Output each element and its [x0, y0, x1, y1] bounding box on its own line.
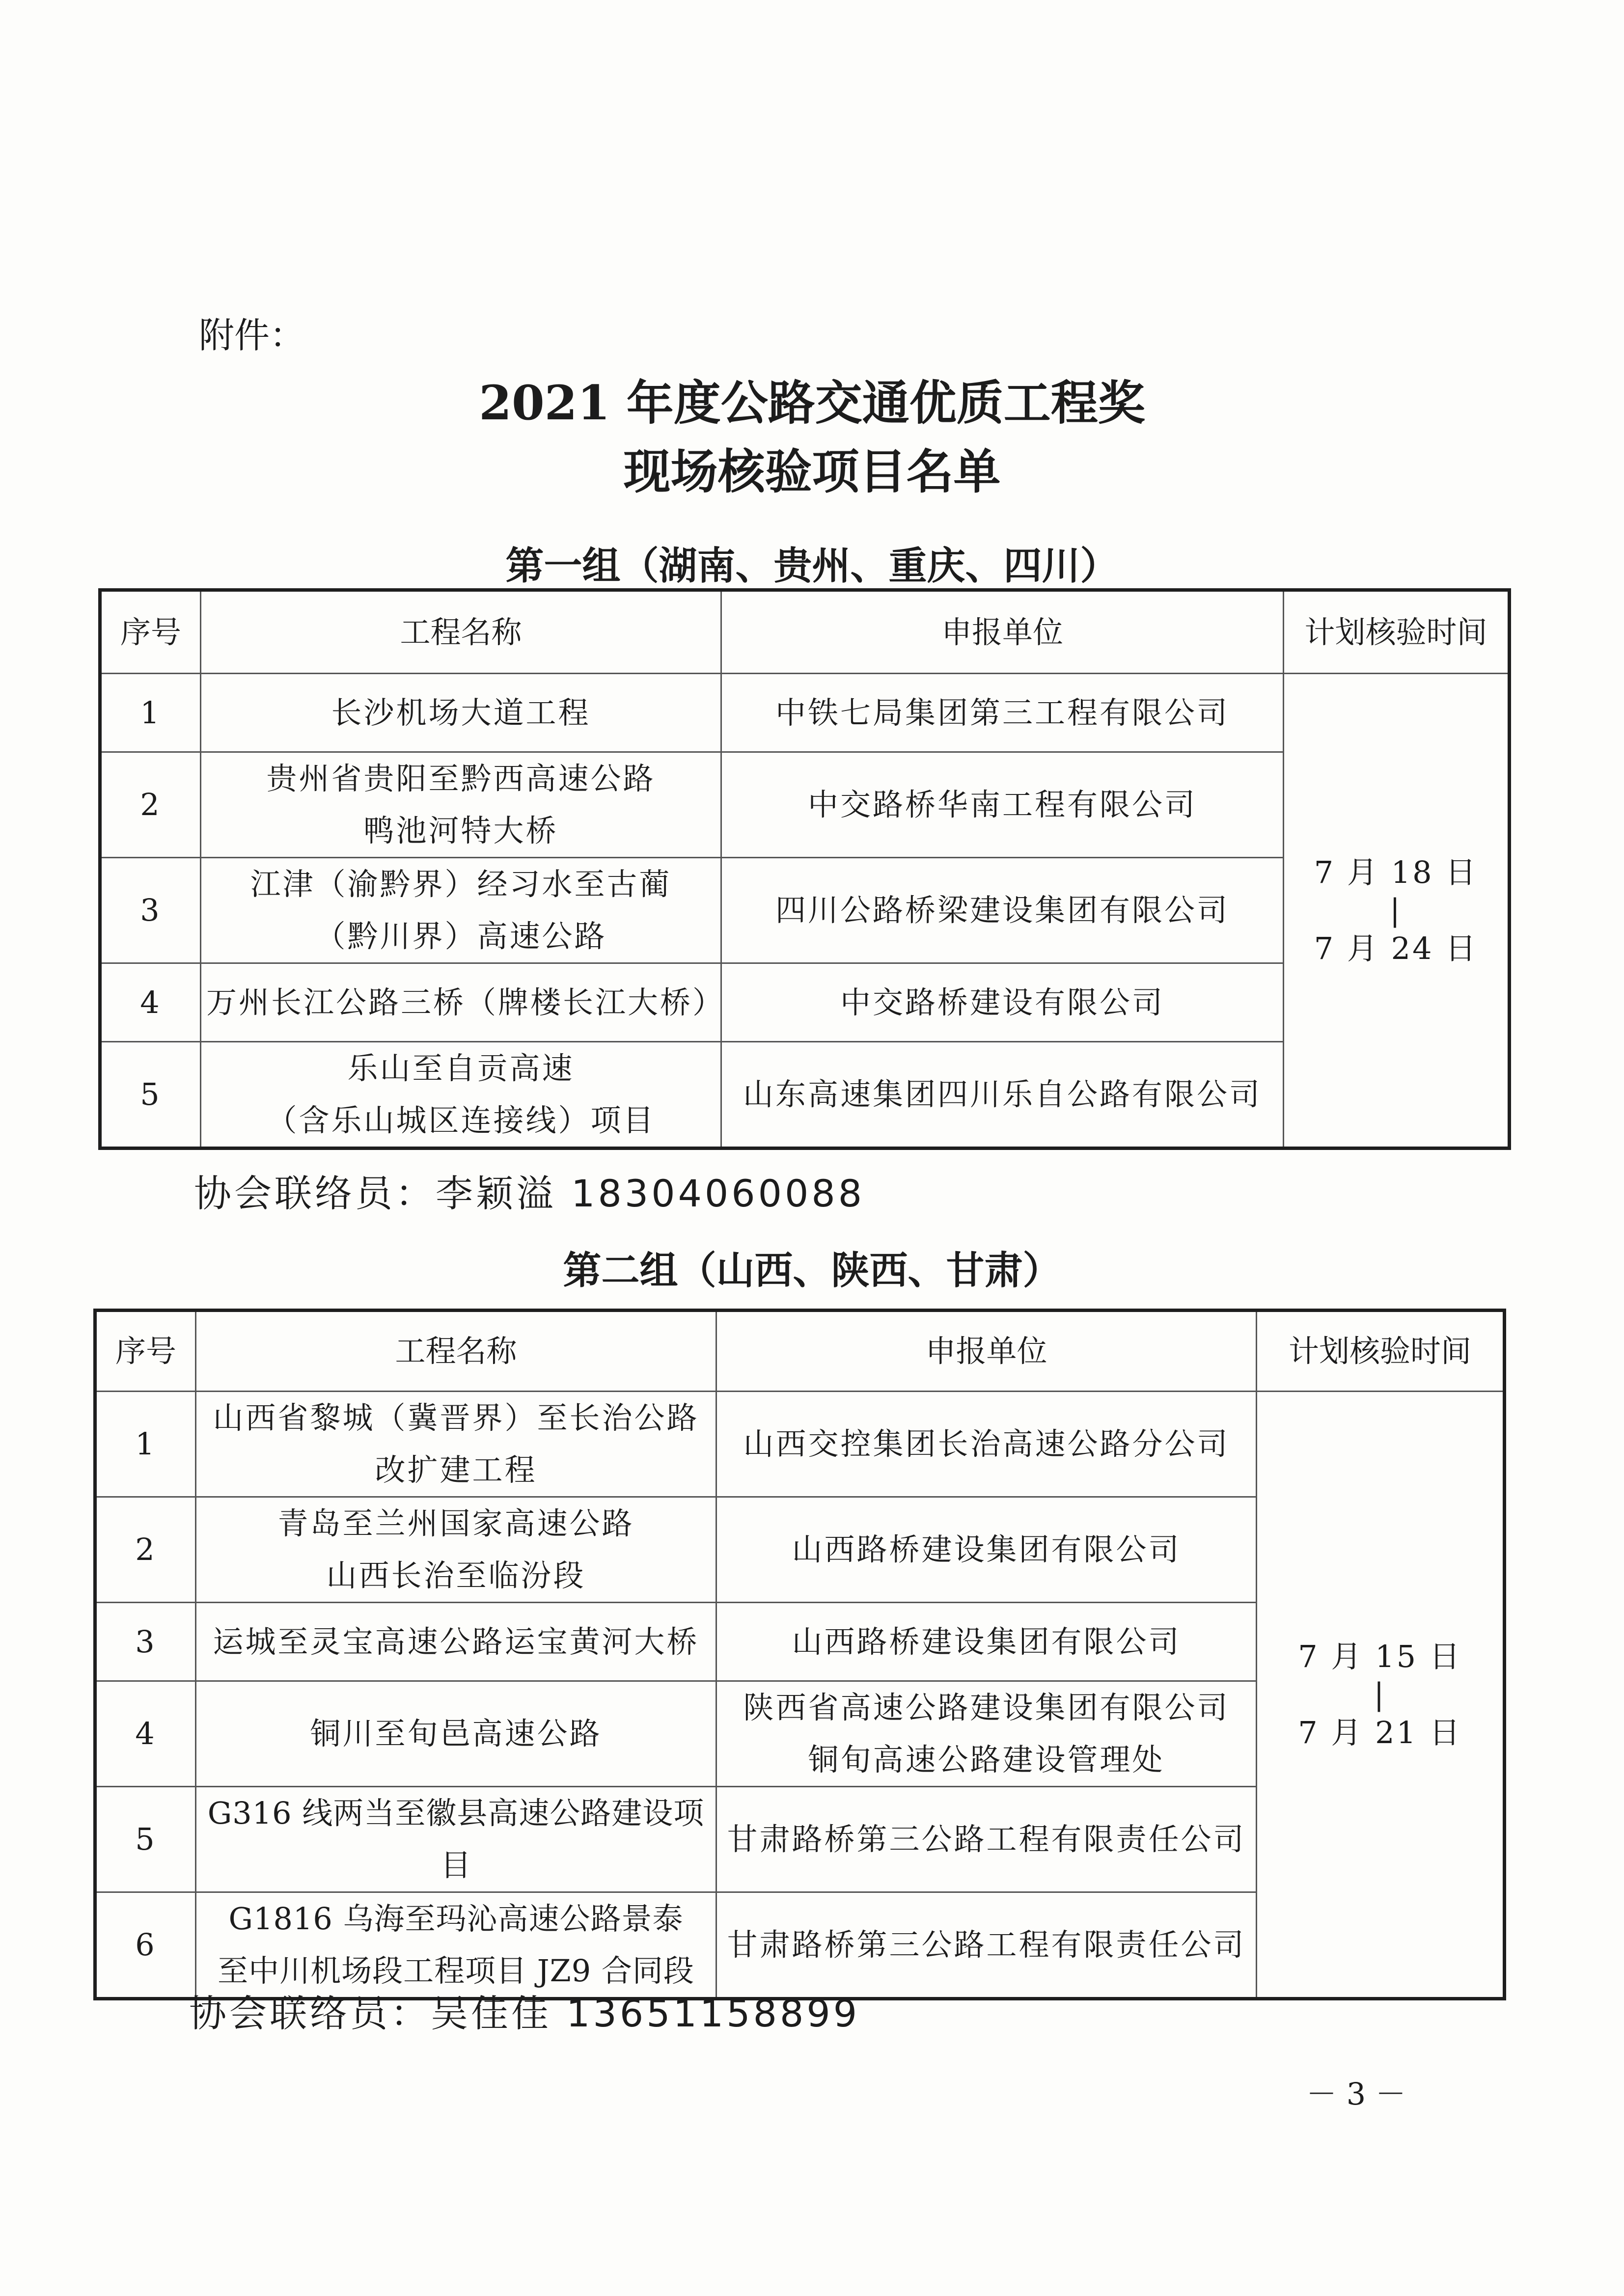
unit-line: 山西路桥建设集团有限公司	[792, 1531, 1181, 1567]
name-line: G1816 乌海至玛沁高速公路景泰	[228, 1901, 684, 1937]
table-row	[95, 1392, 1505, 1497]
row-project-name	[196, 1603, 716, 1681]
unit-line: 山西路桥建设集团有限公司	[792, 1623, 1181, 1660]
time-start: 7 月 18 日	[1314, 854, 1478, 890]
name-line: 长沙机场大道工程	[331, 694, 591, 731]
row-no: 5	[100, 1042, 201, 1148]
row-no: 1	[95, 1392, 196, 1497]
name-line: 万州长江公路三桥（牌楼长江大桥）	[206, 984, 725, 1020]
header-time: 计划核验时间	[1257, 1311, 1505, 1392]
unit-line: 铜旬高速公路建设管理处	[808, 1742, 1165, 1777]
row-unit	[716, 1497, 1257, 1603]
row-unit	[716, 1392, 1257, 1497]
header-no: 序号	[95, 1311, 196, 1392]
row-unit	[716, 1681, 1257, 1787]
page-number: － 3 －	[1306, 2076, 1406, 2112]
row-project-name	[196, 1681, 716, 1787]
time-start: 7 月 15 日	[1298, 1639, 1462, 1674]
table-header-row	[95, 1311, 1505, 1392]
row-project-name	[201, 674, 721, 752]
unit-line: 甘肃路桥第三公路工程有限责任公司	[727, 1821, 1246, 1857]
row-unit	[721, 752, 1284, 858]
time-separator: |	[1390, 892, 1402, 928]
row-unit	[721, 963, 1284, 1042]
time-end: 7 月 21 日	[1298, 1715, 1462, 1750]
name-line: 山西省黎城（冀晋界）至长治公路	[213, 1400, 699, 1436]
unit-line: 甘肃路桥第三公路工程有限责任公司	[727, 1927, 1246, 1963]
header-time: 计划核验时间	[1284, 590, 1510, 674]
name-line: 改扩建工程	[375, 1452, 537, 1488]
header-no: 序号	[100, 590, 201, 674]
row-unit	[721, 674, 1284, 752]
row-no: 5	[95, 1787, 196, 1892]
name-line: 青岛至兰州国家高速公路	[277, 1505, 634, 1541]
row-no: 6	[95, 1892, 196, 1999]
name-line: 贵州省贵阳至黔西高速公路	[266, 761, 656, 796]
unit-line: 中交路桥建设有限公司	[840, 984, 1164, 1020]
row-unit	[721, 858, 1284, 963]
header-project-name: 工程名称	[196, 1311, 716, 1392]
name-line: G316 线两当至徽县高速公路建设项目	[207, 1795, 705, 1883]
document-title-line2: 现场核验项目名单	[623, 444, 1001, 499]
group1-contact: 协会联络员：李颖溢 18304060088	[194, 1172, 865, 1215]
group1-title: 第一组（湖南、贵州、重庆、四川）	[505, 544, 1119, 588]
group2-contact: 协会联络员：吴佳佳 13651158899	[189, 1992, 860, 2035]
row-project-name	[196, 1787, 716, 1892]
row-unit	[716, 1603, 1257, 1681]
unit-line: 山西交控集团长治高速公路分公司	[743, 1426, 1230, 1462]
unit-line: 山东高速集团四川乐自公路有限公司	[743, 1076, 1262, 1112]
attachment-label: 附件：	[199, 315, 305, 356]
header-unit: 申报单位	[716, 1311, 1257, 1392]
name-line: 鸭池河特大桥	[363, 813, 558, 848]
row-unit	[721, 1042, 1284, 1148]
time-end: 7 月 24 日	[1314, 930, 1478, 966]
row-no: 1	[100, 674, 201, 752]
unit-line: 陕西省高速公路建设集团有限公司	[743, 1690, 1230, 1725]
row-project-name	[201, 752, 721, 858]
row-project-name	[201, 1042, 721, 1148]
unit-line: 四川公路桥梁建设集团有限公司	[775, 892, 1229, 928]
name-line: 铜川至旬邑高速公路	[310, 1716, 602, 1751]
planned-time	[1284, 674, 1510, 1148]
row-project-name	[196, 1497, 716, 1603]
row-no: 4	[95, 1681, 196, 1787]
name-line: 运城至灵宝高速公路运宝黄河大桥	[213, 1623, 699, 1660]
name-line: （黔川界）高速公路	[315, 918, 607, 954]
row-unit	[716, 1787, 1257, 1892]
group1-table	[98, 588, 1511, 1150]
name-line: 山西长治至临汾段	[326, 1558, 586, 1593]
document-title-line1: 2021 年度公路交通优质工程奖	[479, 375, 1145, 431]
time-separator: |	[1374, 1676, 1386, 1712]
name-line: 江津（渝黔界）经习水至古蔺	[250, 866, 672, 902]
row-project-name	[196, 1892, 716, 1999]
row-unit	[716, 1892, 1257, 1999]
row-no: 3	[95, 1603, 196, 1681]
header-unit: 申报单位	[721, 590, 1284, 674]
row-no: 3	[100, 858, 201, 963]
name-line: 至中川机场段工程项目 JZ9 合同段	[218, 1953, 694, 1989]
unit-line: 中交路桥华南工程有限公司	[807, 787, 1197, 822]
header-project-name: 工程名称	[201, 590, 721, 674]
planned-time	[1257, 1392, 1505, 1999]
row-project-name	[201, 858, 721, 963]
row-project-name	[196, 1392, 716, 1497]
unit-line: 中铁七局集团第三工程有限公司	[775, 694, 1229, 731]
group2-title: 第二组（山西、陕西、甘肃）	[563, 1248, 1061, 1293]
name-line: 乐山至自贡高速	[347, 1050, 575, 1086]
row-no: 2	[100, 752, 201, 858]
table-header-row	[100, 590, 1510, 674]
row-no: 4	[100, 963, 201, 1042]
row-no: 2	[95, 1497, 196, 1603]
name-line: （含乐山城区连接线）项目	[266, 1102, 656, 1138]
table-row	[100, 674, 1510, 752]
row-project-name	[201, 963, 725, 1042]
group2-table	[93, 1309, 1506, 2000]
